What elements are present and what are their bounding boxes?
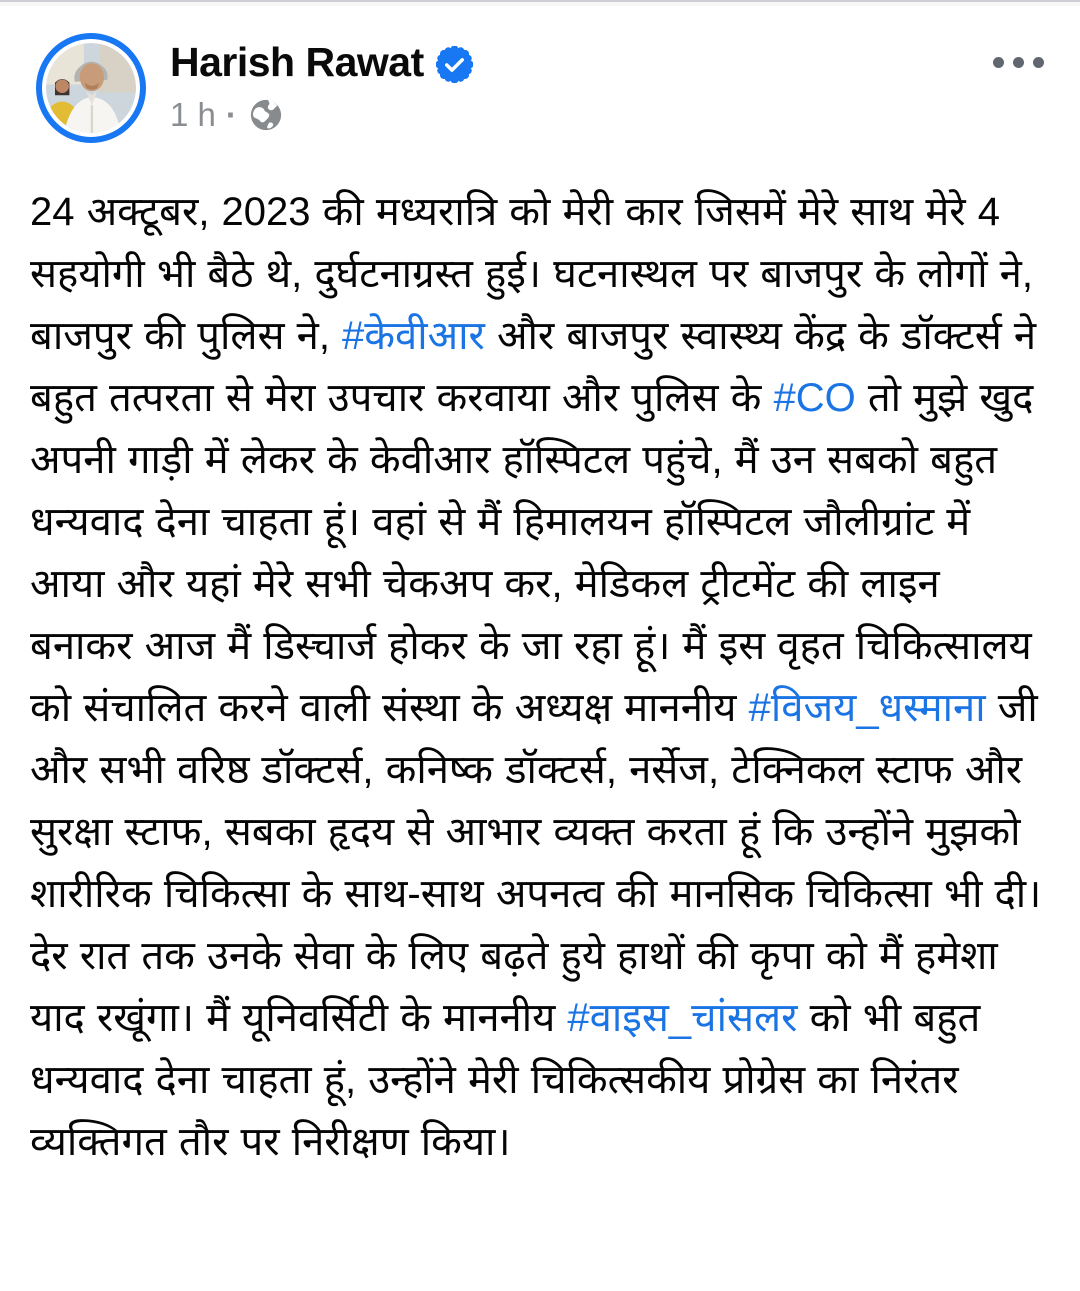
post-text-run: जी और सभी वरिष्ठ डॉक्टर्स, कनिष्क डॉक्टर्स, नर्सेज, टेक्निकल स्टाफ और सुरक्षा स्टाफ, सबका हृदय से आभार व्यक्त करता हूं कि उन्होंने मुझको शारीरिक चिकित्सा के साथ-साथ अपनत्व की मानसिक चिकित्सा भी दी। देर रात तक उनके सेवा के लिए बढ़ते हुये हाथों की कृपा को मैं हमेशा याद रखूंगा। मैं यूनिवर्सिटी के माननीय: [30, 686, 1042, 1040]
post-text-run: को भी बहुत धन्यवाद देना चाहता हूं, उन्होंने मेरी चिकित्सकीय प्रोग्रेस का निरंतर व्यक्तिगत तौर पर निरीक्षण किया।: [30, 996, 981, 1164]
post-timestamp[interactable]: 1 h: [170, 96, 216, 133]
post-text: [30, 181, 1052, 1173]
avatar[interactable]: [36, 33, 146, 143]
post-text-run: तो मुझे खुद अपनी गाड़ी में लेकर के केवीआर हॉस्पिटल पहुंचे, मैं उन सबको बहुत धन्यवाद देना चाहता हूं। वहां से मैं हिमालयन हॉस्पिटल जौलीग्रांट में आया और यहां मेरे सभी चेकअप कर, मेडिकल ट्रीटमेंट की लाइन बनाकर आज मैं डिस्चार्ज होकर के जा रहा हूं। मैं इस वृहत चिकित्सालय को संचालित करने वाली संस्था के अध्यक्ष माननीय: [30, 376, 1034, 730]
post-text-run: 24 अक्टूबर, 2023 की मध्यरात्रि को मेरी कार जिसमें मेरे साथ मेरे 4 सहयोगी भी बैठे थे, दुर्घटनाग्रस्त हुई। घटनास्थल पर बाजपुर के लोगों ने, बाजपुर की पुलिस ने,: [30, 190, 1033, 358]
meta-row: [170, 96, 473, 134]
hashtag-link[interactable]: #विजय_धस्माना: [748, 686, 986, 730]
hashtag-link[interactable]: #वाइस_चांसलर: [567, 996, 798, 1040]
ellipsis-dot: [993, 57, 1004, 68]
verified-badge-icon: [436, 46, 473, 83]
hashtag-link[interactable]: #CO: [773, 376, 856, 420]
hashtag-link[interactable]: #केवीआर: [342, 314, 485, 358]
name-row: [170, 39, 473, 86]
ellipsis-dot: [1033, 57, 1044, 68]
author-name[interactable]: Harish Rawat: [170, 39, 424, 85]
post-header: [0, 6, 1080, 143]
post-options-button[interactable]: [991, 51, 1046, 74]
header-info: [170, 33, 473, 134]
public-globe-icon: [249, 98, 283, 132]
ellipsis-dot: [1013, 57, 1024, 68]
profile-photo: [46, 43, 136, 133]
post-text-run: और बाजपुर स्वास्थ्य केंद्र के डॉक्टर्स ने बहुत तत्परता से मेरा उपचार करवाया और पुलिस के: [30, 314, 1037, 420]
meta-dot: ·: [225, 96, 237, 133]
